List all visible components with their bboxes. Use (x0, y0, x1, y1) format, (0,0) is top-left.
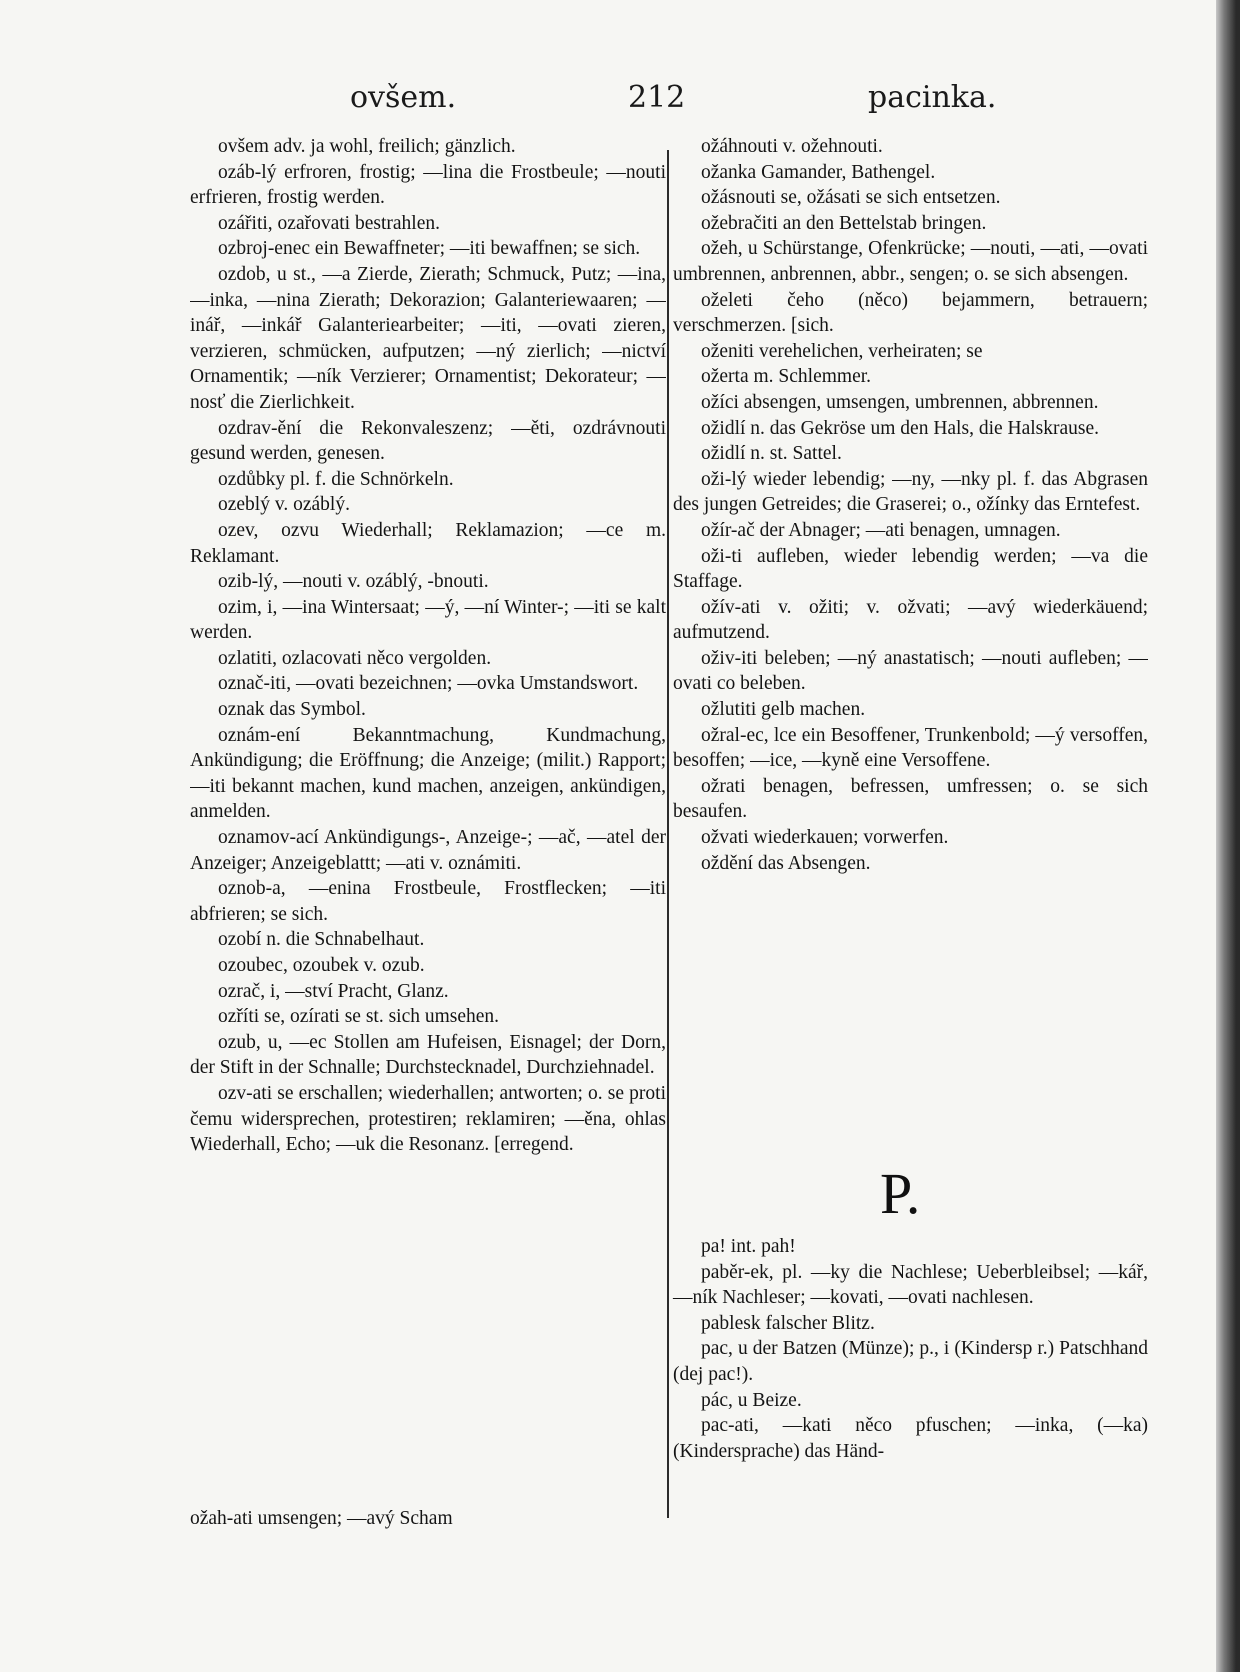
entry: ožeh, u Schürstange, Ofenkrücke; —nouti, —ati, —ovati umbrennen, anbrennen, abbr., sengen; o. se sich absengen. (673, 238, 1148, 285)
running-head (350, 80, 997, 124)
entry: pac, u der Batzen (Münze); p., i (Kindersp r.) Patschhand (dej pac!). (673, 1338, 1148, 1385)
section-letter-heading: P. (880, 1161, 921, 1226)
left-column (190, 134, 666, 1504)
entry: oželeti čeho (něco) bejammern, betrauern; verschmerzen. [sich. (673, 289, 1148, 337)
entry: ozdrav-ění die Rekonvaleszenz; —ěti, ozdrávnouti gesund werden, genesen. (190, 417, 666, 465)
entry: ožáhnouti v. ožehnouti. (701, 136, 883, 157)
entry: oži-lý wieder lebendig; —ny, —nky pl. f. das Abgrasen des jungen Getreides; die Graserei; o., ožínky das Erntefest. (673, 468, 1148, 516)
entry: ožlutiti gelb machen. (701, 699, 866, 721)
entry: ožív-ati v. ožiti; v. ožvati; —avý wiederkäuend; aufmutzend. (673, 596, 1148, 644)
entry: oznob-a, —enina Frostbeule, Frostflecken; —iti abfrieren; se sich. (190, 878, 666, 925)
entry: ozoubec, ozoubek v. ozub. (218, 955, 425, 976)
entry: ozdob, u st., —a Zierde, Zierath; Schmuck, Putz; —ina, —inka, —nina Zierath; Dekorazion; Galanteriewaaren; —inář, —inkář Galanteriearbeiter; —iti, —ovati zieren, verzieren, schmücken, aufputzen; —ný zierlich; —nictví Ornamentik; —ník Verzierer; Ornamentist; Dekorateur; —nosť die Zierlichkeit. (190, 263, 666, 413)
entry: ozářiti, ozařovati bestrahlen. (218, 212, 440, 234)
left-column-last-line: ožah-ati umsengen; —avý Scham (190, 1508, 453, 1529)
right-column-section-p (673, 1234, 1148, 1520)
column-divider (667, 150, 669, 1518)
entry: označ-iti, —ovati bezeichnen; —ovka Umstandswort. (218, 673, 639, 695)
entry: ožral-ec, lce ein Besoffener, Trunkenbold; —ý versoffen, besoffen; —ice, —kyně eine Versoffene. (673, 724, 1148, 772)
running-head-first-word: ovšem. (350, 80, 457, 115)
entry: ožebračiti an den Bettelstab bringen. (701, 212, 987, 234)
entry: ožíci absengen, umsengen, umbrennen, abbrennen. (701, 391, 1099, 413)
entry: ozim, i, —ina Wintersaat; —ý, —ní Winter-; —iti se kalt werden. (190, 596, 666, 644)
entry: ozeblý v. ozáblý. (218, 494, 350, 516)
entry: ozev, ozvu Wiederhall; Reklamazion; —ce m. Reklamant. (190, 519, 666, 567)
entry: ožrati benagen, befressen, umfressen; o. se sich besaufen. (673, 775, 1148, 823)
entry: ožerta m. Schlemmer. (701, 366, 872, 388)
entry: oždění das Absengen. (701, 852, 871, 874)
entry: ozib-lý, —nouti v. ozáblý, -bnouti. (218, 571, 489, 593)
entry: ozbroj-enec ein Bewaffneter; —iti bewaffnen; se sich. (218, 238, 641, 260)
entry: paběr-ek, pl. —ky die Nachlese; Ueberbleibsel; —kář, —ník Nachleser; —kovati, —ovati nachlesen. (673, 1261, 1148, 1309)
entry: ozdůbky pl. f. die Schnörkeln. (218, 468, 454, 490)
entry: ozáb-lý erfroren, frostig; —lina die Frostbeule; —nouti erfrieren, frostig werden. (190, 161, 666, 209)
entry: ozub, u, —ec Stollen am Hufeisen, Eisnagel; der Dorn, der Stift in der Schnalle; Durchstecknadel, Durchziehnadel. (190, 1031, 666, 1079)
entry: oznamov-ací Ankündigungs-, Anzeige-; —ač, —atel der Anzeiger; Anzeigeblattt; —ati v. oznámiti. (190, 827, 666, 874)
entry: ozv-ati se erschallen; wiederhallen; antworten; o. se proti čemu widersprechen, protestiren; reklamiren; —ěna, ohlas Wiederhall, Echo; —uk die Resonanz. [erregend. (190, 1082, 666, 1156)
entry: ovšem adv. ja wohl, freilich; gänzlich. (218, 136, 516, 157)
right-column (673, 134, 1148, 1184)
entry: ozobí n. die Schnabelhaut. (218, 929, 425, 951)
entry: oži-ti aufleben, wieder lebendig werden; —va die Staffage. (673, 545, 1148, 593)
page-edge-shadow (1216, 0, 1240, 1672)
entry: ožír-ač der Abnager; —ati benagen, umnagen. (701, 519, 1061, 541)
entry: pablesk falscher Blitz. (701, 1312, 875, 1334)
entry: ozlatiti, ozlacovati něco vergolden. (218, 647, 492, 669)
entry: oznak das Symbol. (218, 699, 366, 721)
entry: oznám-ení Bekanntmachung, Kundmachung, Ankündigung; die Eröffnung; die Anzeige; (milit.) Rapport; —iti bekannt machen, kund machen, anzeigen, ankündigen, anmelden. (190, 724, 666, 823)
entry: pác, u Beize. (701, 1389, 802, 1411)
entry: ožásnouti se, ožásati se sich entsetzen. (701, 187, 1001, 209)
entry: ožidlí n. st. Sattel. (701, 443, 842, 465)
entry: pac-ati, —kati něco pfuschen; —inka, (—ka) (Kindersprache) das Händ- (673, 1415, 1148, 1462)
entry: pa! int. pah! (701, 1236, 796, 1257)
entry: ožanka Gamander, Bathengel. (701, 161, 936, 183)
page-number: 212 (628, 80, 686, 115)
entry: ozrač, i, —ství Pracht, Glanz. (218, 980, 449, 1002)
running-head-last-word: pacinka. (868, 80, 997, 115)
entry: ožidlí n. das Gekröse um den Hals, die Halskrause. (701, 417, 1100, 439)
entry: ožvati wiederkauen; vorwerfen. (701, 827, 949, 849)
entry: oženiti verehelichen, verheiraten; se (701, 340, 983, 362)
entry: oživ-iti beleben; —ný anastatisch; —nouti aufleben; —ovati co beleben. (673, 647, 1148, 695)
entry: ozříti se, ozírati se st. sich umsehen. (218, 1006, 500, 1028)
